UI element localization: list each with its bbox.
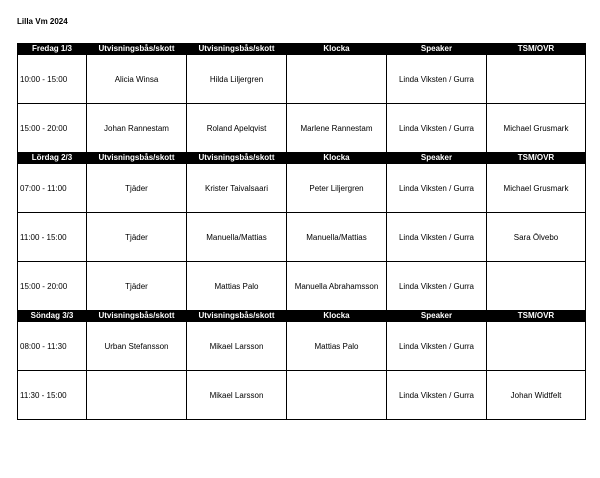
assignment-cell: Mattias Palo	[187, 262, 287, 311]
assignment-cell: Manuella/Mattias	[287, 213, 387, 262]
column-header: TSM/OVR	[487, 153, 586, 164]
table-row	[18, 262, 586, 311]
assignment-cell: Linda Viksten / Gurra	[387, 262, 487, 311]
column-header: Utvisningsbås/skott	[187, 311, 287, 322]
day-header-row	[18, 44, 586, 55]
assignment-cell: Roland Apelqvist	[187, 104, 287, 153]
day-header-row	[18, 311, 586, 322]
table-row	[18, 213, 586, 262]
column-header: Utvisningsbås/skott	[87, 44, 187, 55]
column-header: Utvisningsbås/skott	[87, 311, 187, 322]
assignment-cell	[87, 371, 187, 420]
assignment-cell: Mikael Larsson	[187, 322, 287, 371]
time-slot-cell: 11:30 - 15:00	[18, 371, 87, 420]
column-header: TSM/OVR	[487, 44, 586, 55]
assignment-cell	[487, 55, 586, 104]
assignment-cell: Linda Viksten / Gurra	[387, 371, 487, 420]
column-header: Klocka	[287, 311, 387, 322]
time-slot-cell: 07:00 - 11:00	[18, 164, 87, 213]
column-header: Speaker	[387, 153, 487, 164]
column-header: Klocka	[287, 153, 387, 164]
assignment-cell	[487, 322, 586, 371]
table-row	[18, 322, 586, 371]
table-row	[18, 371, 586, 420]
assignment-cell	[487, 262, 586, 311]
assignment-cell: Linda Viksten / Gurra	[387, 213, 487, 262]
assignment-cell: Johan Rannestam	[87, 104, 187, 153]
assignment-cell: Sara Ölvebo	[487, 213, 586, 262]
assignment-cell: Mattias Palo	[287, 322, 387, 371]
assignment-cell: Manuella/Mattias	[187, 213, 287, 262]
assignment-cell: Hilda Liljergren	[187, 55, 287, 104]
time-slot-cell: 08:00 - 11:30	[18, 322, 87, 371]
assignment-cell	[287, 371, 387, 420]
assignment-cell: Johan Widtfelt	[487, 371, 586, 420]
assignment-cell: Peter Liljergren	[287, 164, 387, 213]
assignment-cell: Krister Taivalsaari	[187, 164, 287, 213]
assignment-cell	[287, 55, 387, 104]
assignment-cell: Linda Viksten / Gurra	[387, 104, 487, 153]
time-slot-cell: 15:00 - 20:00	[18, 104, 87, 153]
assignment-cell: Linda Viksten / Gurra	[387, 164, 487, 213]
assignment-cell: Michael Grusmark	[487, 164, 586, 213]
day-header-row	[18, 153, 586, 164]
assignment-cell: Urban Stefansson	[87, 322, 187, 371]
table-row	[18, 55, 586, 104]
column-header: Speaker	[387, 311, 487, 322]
day-label: Lördag 2/3	[18, 153, 87, 164]
assignment-cell: Mikael Larsson	[187, 371, 287, 420]
time-slot-cell: 10:00 - 15:00	[18, 55, 87, 104]
assignment-cell: Tjäder	[87, 213, 187, 262]
column-header: TSM/OVR	[487, 311, 586, 322]
schedule-table	[17, 43, 586, 420]
assignment-cell: Linda Viksten / Gurra	[387, 322, 487, 371]
assignment-cell: Manuella Abrahamsson	[287, 262, 387, 311]
assignment-cell: Alicia Winsa	[87, 55, 187, 104]
document-title: Lilla Vm 2024	[17, 17, 68, 26]
column-header: Utvisningsbås/skott	[187, 153, 287, 164]
table-row	[18, 164, 586, 213]
column-header: Utvisningsbås/skott	[87, 153, 187, 164]
assignment-cell: Tjäder	[87, 164, 187, 213]
time-slot-cell: 11:00 - 15:00	[18, 213, 87, 262]
column-header: Klocka	[287, 44, 387, 55]
day-label: Fredag 1/3	[18, 44, 87, 55]
column-header: Speaker	[387, 44, 487, 55]
assignment-cell: Linda Viksten / Gurra	[387, 55, 487, 104]
time-slot-cell: 15:00 - 20:00	[18, 262, 87, 311]
assignment-cell: Marlene Rannestam	[287, 104, 387, 153]
table-row	[18, 104, 586, 153]
assignment-cell: Tjäder	[87, 262, 187, 311]
day-label: Söndag 3/3	[18, 311, 87, 322]
column-header: Utvisningsbås/skott	[187, 44, 287, 55]
assignment-cell: Michael Grusmark	[487, 104, 586, 153]
